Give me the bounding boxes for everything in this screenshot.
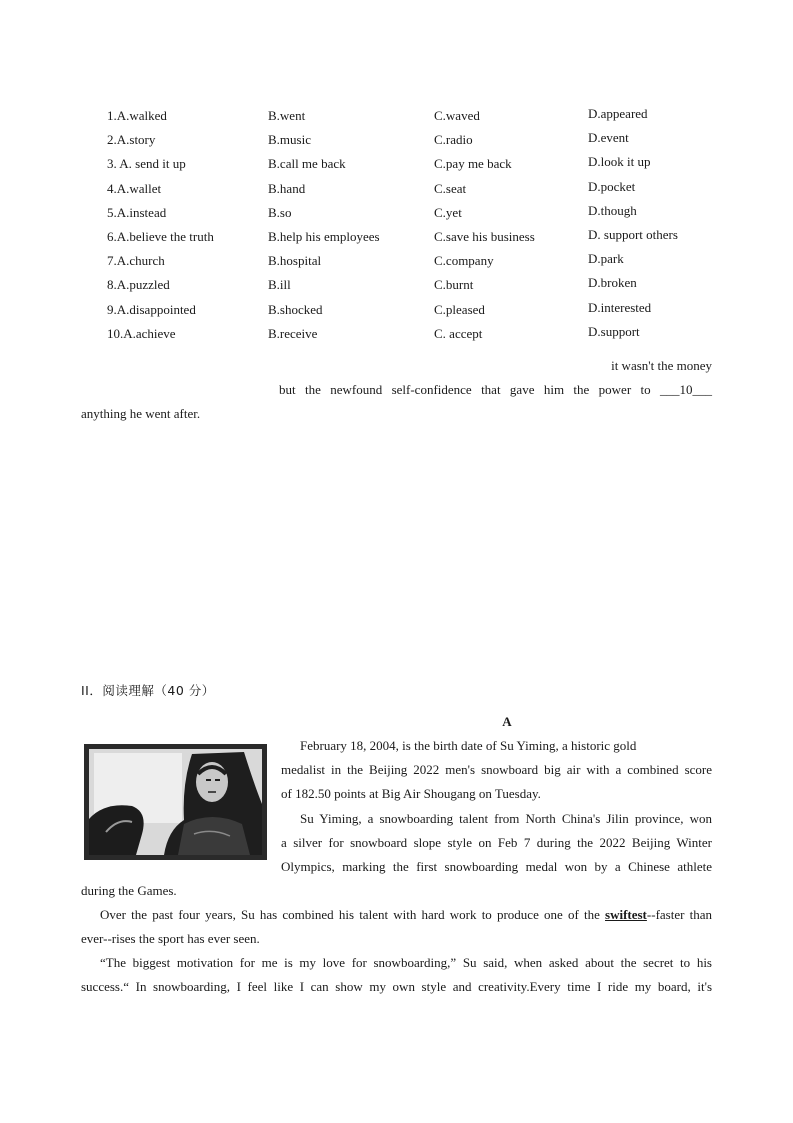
option-d: D.park	[588, 251, 624, 267]
passage-line: Su Yiming, a snowboarding talent from North China's Jilin province, won	[300, 811, 712, 826]
option-b: B.music	[268, 132, 311, 148]
passage-letter: A	[502, 714, 512, 729]
option-b: B.hospital	[268, 253, 322, 269]
option-d: D.broken	[588, 275, 637, 291]
keyword-swiftest: swiftest	[605, 907, 647, 922]
option-c: C.waved	[434, 108, 480, 123]
option-d: D.look it up	[588, 154, 651, 170]
passage-line: of 182.50 points at Big Air Shougang on Tuesday.	[281, 786, 541, 801]
passage-line: ever--rises the sport has ever seen.	[81, 931, 260, 946]
option-c: C.yet	[434, 204, 462, 220]
cloze-fragment-line: it wasn't the money	[611, 358, 712, 373]
option-d: D.interested	[588, 299, 652, 315]
option-c: C.pay me back	[434, 156, 512, 172]
option-d: D.though	[588, 202, 637, 218]
passage-line: success.“ In snowboarding, I feel like I can show my own style and creativity.Every time I ride my board, it's	[81, 979, 712, 994]
passage-line: Olympics, marking the first snowboarding medal won by a Chinese athlete	[281, 859, 712, 874]
section-title: II．阅读理解（40 分）	[81, 683, 215, 698]
option-a: 8.A.puzzled	[107, 277, 170, 293]
option-b: B.receive	[268, 325, 318, 341]
passage-line: February 18, 2004, is the birth date of Su Yiming, a historic gold	[300, 738, 637, 753]
option-c: C.radio	[434, 132, 473, 148]
option-a: 10.A.achieve	[107, 325, 176, 341]
option-b: B.so	[268, 204, 292, 220]
option-a: 3. A. send it up	[107, 156, 186, 172]
option-b: B.shocked	[268, 301, 323, 317]
option-row	[107, 277, 707, 301]
option-d: D.support	[588, 323, 640, 339]
option-row	[107, 178, 707, 205]
option-d: D.appeared	[588, 106, 648, 121]
option-d: D.pocket	[588, 178, 636, 194]
cloze-fragment-line: anything he went after.	[81, 406, 201, 421]
option-row	[107, 226, 707, 253]
option-row	[107, 108, 707, 132]
option-a: 6.A.believe the truth	[107, 228, 214, 244]
option-b: B.hand	[268, 180, 306, 196]
option-c: C.save his business	[434, 228, 535, 244]
option-a: 5.A.instead	[107, 204, 167, 220]
athlete-photo	[84, 744, 267, 860]
cloze-fragment-line: but the newfound self-confidence that gave him the power to ___10___	[279, 382, 712, 397]
option-row	[107, 299, 707, 326]
option-d: D.event	[588, 130, 629, 146]
option-a: 9.A.disappointed	[107, 301, 196, 317]
option-a: 7.A.church	[107, 253, 165, 269]
option-b: B.ill	[268, 277, 291, 293]
option-c: C.seat	[434, 180, 467, 196]
option-row	[107, 253, 707, 277]
passage-line: a silver for snowboard slope style on Feb 7 during the 2022 Beijing Winter	[281, 835, 712, 850]
option-c: C. accept	[434, 325, 483, 341]
passage-line: during the Games.	[81, 883, 177, 898]
passage-text: Over the past four years, Su has combined his talent with hard work to produce one of the	[100, 907, 606, 922]
option-a: 2.A.story	[107, 132, 156, 148]
option-row	[107, 156, 707, 180]
passage-line	[100, 907, 712, 923]
option-c: C.pleased	[434, 301, 485, 317]
passage-text: --faster than	[646, 907, 712, 922]
passage-line: “The biggest motivation for me is my love for snowboarding,” Su said, when asked about the secret to his	[100, 955, 712, 970]
option-c: C.burnt	[434, 277, 474, 293]
option-a: 1.A.walked	[107, 108, 167, 123]
option-b: B.help his employees	[268, 228, 380, 244]
option-a: 4.A.wallet	[107, 180, 162, 196]
option-d: D. support others	[588, 226, 678, 242]
option-c: C.company	[434, 253, 494, 269]
option-row	[107, 132, 707, 156]
option-row	[107, 323, 707, 350]
options-table	[107, 108, 707, 350]
passage-line: medalist in the Beijing 2022 men's snowboard big air with a combined score	[281, 762, 712, 777]
option-b: B.call me back	[268, 156, 346, 172]
option-row	[107, 202, 707, 229]
option-b: B.went	[268, 108, 306, 123]
